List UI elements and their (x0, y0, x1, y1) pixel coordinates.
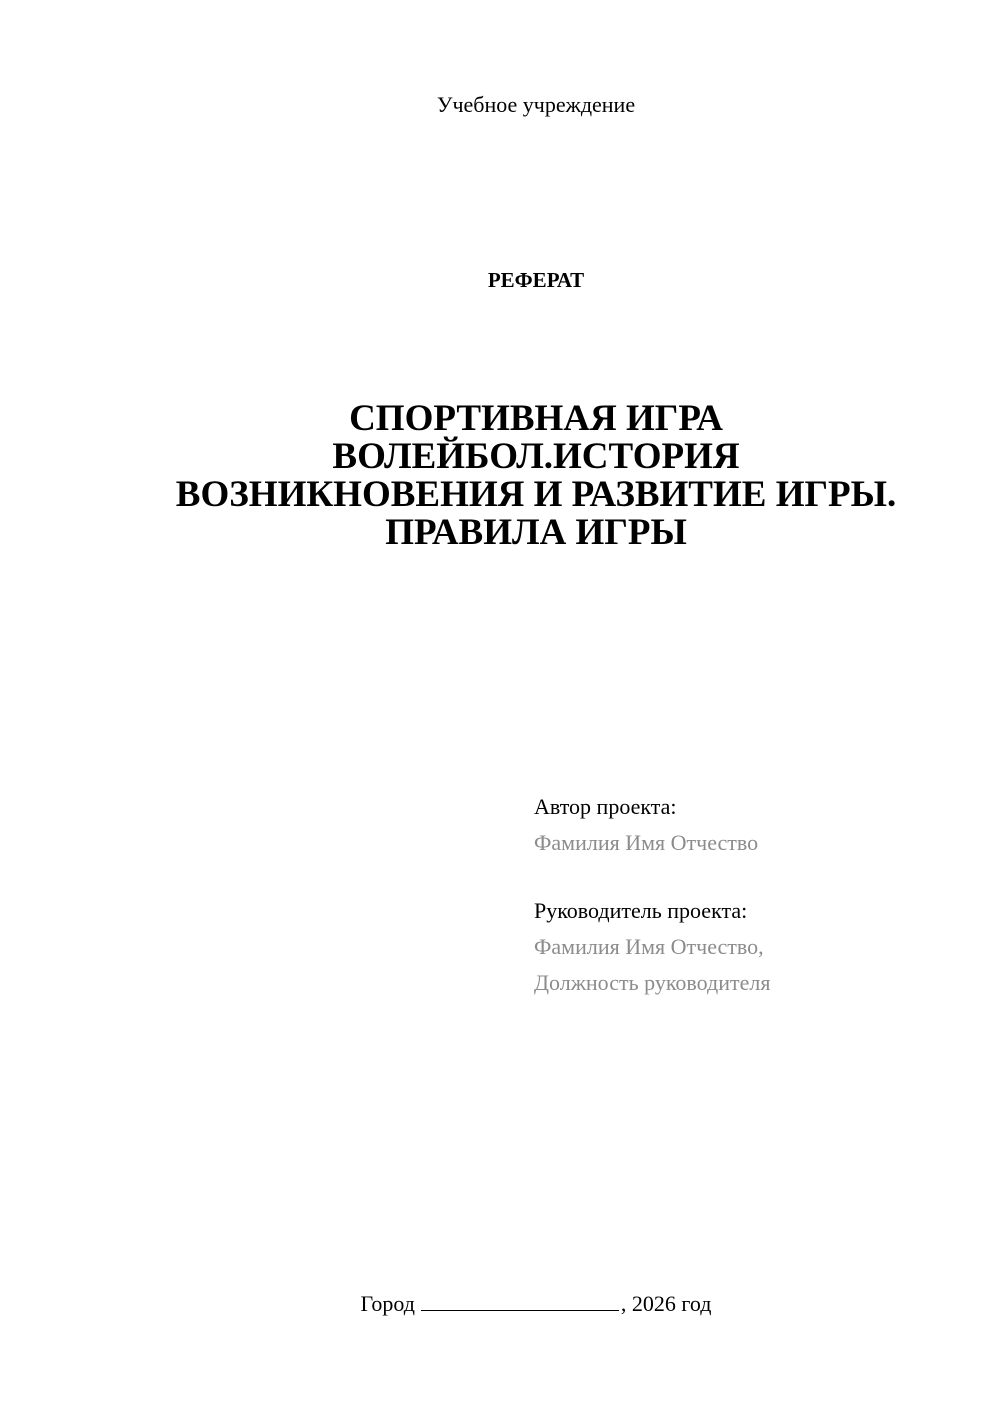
city-label: Город (360, 1291, 415, 1316)
city-blank-line (421, 1290, 619, 1311)
title-line: СПОРТИВНАЯ ИГРА (349, 398, 723, 439)
title-line: ПРАВИЛА ИГРЫ (385, 512, 687, 553)
supervisor-position-placeholder: Должность руководителя (534, 970, 771, 995)
institution-name: Учебное учреждение (436, 92, 636, 117)
title-line: ВОЛЕЙБОЛ.ИСТОРИЯ (332, 436, 740, 477)
footer-city-year (0, 1290, 1000, 1317)
author-label: Автор проекта: (534, 794, 677, 819)
credits-gap (534, 861, 954, 893)
supervisor-name-placeholder: Фамилия Имя Отчество, (534, 934, 764, 959)
title-line: ВОЗНИКНОВЕНИЯ И РАЗВИТИЕ ИГРЫ. (175, 474, 897, 515)
document-title (110, 400, 962, 552)
year-text: , 2026 год (620, 1291, 712, 1316)
author-name-placeholder: Фамилия Имя Отчество (534, 830, 759, 855)
supervisor-label: Руководитель проекта: (534, 898, 748, 923)
document-type: РЕФЕРАТ (487, 268, 585, 292)
credits-block (534, 789, 954, 1001)
